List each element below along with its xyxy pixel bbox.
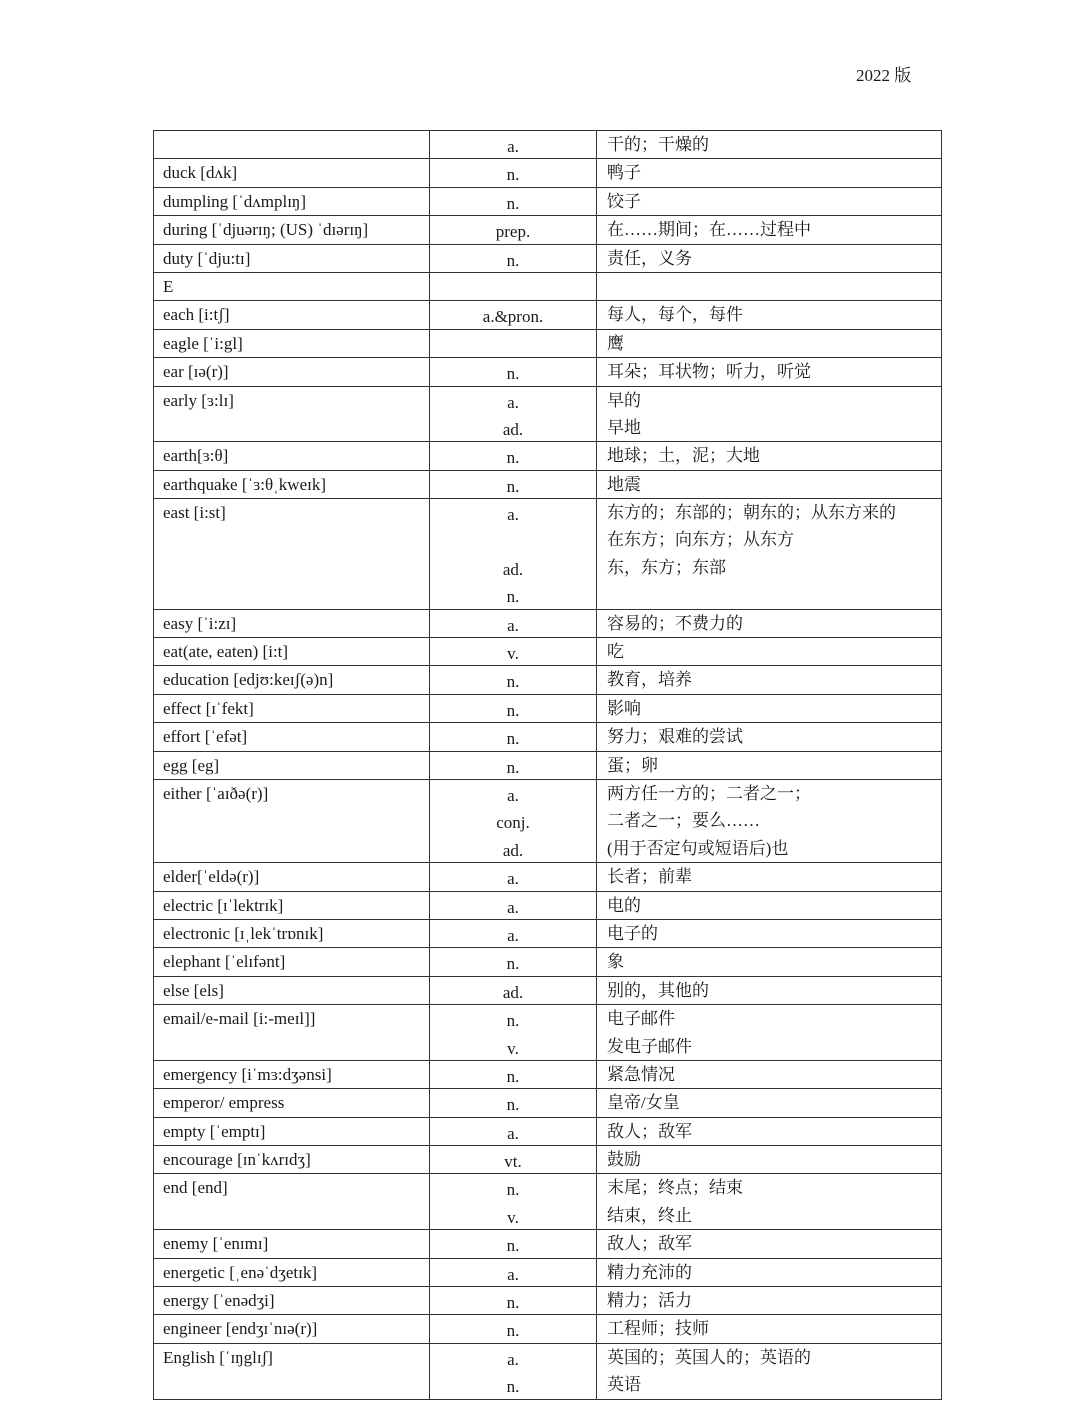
table-row	[154, 442, 942, 470]
table-row	[154, 919, 942, 947]
word-cell	[154, 863, 430, 891]
meaning-text: 精力充沛的	[607, 1262, 692, 1282]
meaning-text: 地震	[607, 474, 641, 494]
word-cell	[154, 216, 430, 244]
word-cell	[154, 187, 430, 215]
word-text: duck [dʌk]	[163, 163, 238, 183]
table-row	[154, 499, 942, 610]
part-of-speech-cell	[430, 1258, 597, 1286]
word-text: encourage [ɪnˈkʌrɪdʒ]	[163, 1150, 311, 1170]
part-of-speech-text: prep.	[495, 222, 531, 242]
table-row	[154, 694, 942, 722]
meaning-text: 末尾；终点；结束	[607, 1178, 743, 1198]
meaning-text: 精力；活力	[607, 1291, 692, 1311]
word-text: effort [ˈefət]	[163, 727, 248, 747]
table-row	[154, 159, 942, 187]
table-row	[154, 1258, 942, 1286]
table-row	[154, 1287, 942, 1315]
word-text: either [ˈaɪðə(r)]	[163, 783, 269, 803]
word-cell	[154, 1146, 430, 1174]
table-row	[154, 187, 942, 215]
meaning-text: 长者；前辈	[607, 867, 692, 887]
part-of-speech-cell	[430, 779, 597, 862]
meaning-cell	[597, 1089, 942, 1117]
word-text: eat(ate, eaten) [i:t]	[163, 642, 289, 662]
part-of-speech-text: a.	[507, 785, 519, 805]
word-cell	[154, 159, 430, 187]
word-text: east [i:st]	[163, 503, 226, 523]
part-of-speech-text	[430, 526, 596, 553]
part-of-speech-text: a.	[507, 1349, 519, 1369]
meaning-text: 东，东方；东部	[607, 557, 726, 577]
part-of-speech-text: a.	[507, 897, 519, 917]
word-text: E	[163, 276, 174, 296]
meaning-cell	[597, 216, 942, 244]
meaning-text: 努力；艰难的尝试	[607, 727, 743, 747]
word-text	[163, 131, 429, 158]
part-of-speech-text: ad.	[502, 419, 524, 439]
vocabulary-table-body	[154, 131, 942, 1400]
table-row	[154, 1089, 942, 1117]
table-row	[154, 723, 942, 751]
meaning-text: 电子邮件	[607, 1009, 675, 1029]
table-row	[154, 131, 942, 159]
word-cell	[154, 470, 430, 498]
meaning-text: 地球；土，泥；大地	[607, 446, 760, 466]
table-row	[154, 386, 942, 442]
table-row	[154, 666, 942, 694]
table-row	[154, 609, 942, 637]
table-row	[154, 358, 942, 386]
part-of-speech-text: a.	[507, 925, 519, 945]
meaning-cell	[597, 666, 942, 694]
part-of-speech-text: n.	[506, 1180, 520, 1200]
meaning-cell	[597, 863, 942, 891]
part-of-speech-cell	[430, 666, 597, 694]
meaning-text: 敌人；敌军	[607, 1121, 692, 1141]
word-cell	[154, 1174, 430, 1230]
word-text: earth[ɜ:θ]	[163, 446, 229, 466]
part-of-speech-text: n.	[506, 250, 520, 270]
word-text: duty [ˈdju:tɪ]	[163, 248, 251, 268]
meaning-cell	[597, 244, 942, 272]
meaning-cell	[597, 609, 942, 637]
part-of-speech-text: n.	[506, 165, 520, 185]
table-row	[154, 1174, 942, 1230]
word-cell	[154, 1060, 430, 1088]
part-of-speech-cell	[430, 976, 597, 1004]
word-cell	[154, 666, 430, 694]
word-text: electric [ɪˈlektrɪk]	[163, 895, 284, 915]
meaning-cell	[597, 159, 942, 187]
meaning-cell	[597, 638, 942, 666]
word-text: engineer [endʒɪˈnɪə(r)]	[163, 1319, 318, 1339]
part-of-speech-text: n.	[506, 1011, 520, 1031]
word-cell	[154, 1343, 430, 1399]
part-of-speech-text: n.	[506, 364, 520, 384]
meaning-text: 敌人；敌军	[607, 1234, 692, 1254]
vocabulary-table	[153, 130, 942, 1400]
table-row	[154, 301, 942, 329]
table-row	[154, 329, 942, 357]
part-of-speech-cell	[430, 609, 597, 637]
meaning-cell	[597, 976, 942, 1004]
table-row	[154, 1315, 942, 1343]
table-row	[154, 891, 942, 919]
word-text: emperor/ empress	[163, 1093, 285, 1113]
meaning-cell	[597, 358, 942, 386]
meaning-text: 干的；干燥的	[607, 135, 709, 154]
part-of-speech-cell	[430, 1230, 597, 1258]
meaning-text	[607, 273, 941, 300]
meaning-text: 在东方；向东方；从东方	[607, 530, 794, 550]
table-row	[154, 638, 942, 666]
meaning-cell	[597, 131, 942, 159]
table-row	[154, 863, 942, 891]
part-of-speech-text: n.	[506, 954, 520, 974]
part-of-speech-text: n.	[506, 672, 520, 692]
table-row	[154, 216, 942, 244]
part-of-speech-cell	[430, 919, 597, 947]
part-of-speech-text: v.	[507, 644, 519, 664]
table-row	[154, 1146, 942, 1174]
meaning-cell	[597, 329, 942, 357]
part-of-speech-text	[430, 330, 596, 357]
part-of-speech-text: v.	[507, 1038, 519, 1058]
table-row	[154, 779, 942, 862]
part-of-speech-text	[430, 273, 596, 300]
part-of-speech-cell	[430, 1287, 597, 1315]
word-cell	[154, 301, 430, 329]
word-text: early [ɜ:lɪ]	[163, 390, 234, 410]
word-cell	[154, 442, 430, 470]
meaning-text: 每人，每个，每件	[607, 305, 743, 325]
meaning-text: 电子的	[607, 923, 658, 943]
word-text: elephant [ˈelɪfənt]	[163, 952, 286, 972]
meaning-cell	[597, 1315, 942, 1343]
part-of-speech-text: a.	[507, 1123, 519, 1143]
part-of-speech-cell	[430, 301, 597, 329]
word-text: ear [ɪə(r)]	[163, 362, 229, 382]
part-of-speech-cell	[430, 442, 597, 470]
table-row	[154, 751, 942, 779]
meaning-text: 别的，其他的	[607, 980, 709, 1000]
meaning-text: 饺子	[607, 191, 641, 211]
word-text: egg [eg]	[163, 755, 220, 775]
word-cell	[154, 386, 430, 442]
part-of-speech-cell	[430, 1060, 597, 1088]
meaning-cell	[597, 779, 942, 862]
meaning-text: 电的	[607, 895, 641, 915]
part-of-speech-text: n.	[506, 1377, 520, 1397]
table-row	[154, 1060, 942, 1088]
table-row	[154, 1005, 942, 1061]
part-of-speech-cell	[430, 751, 597, 779]
meaning-text: 英国的；英国人的；英语的	[607, 1347, 811, 1367]
meaning-cell	[597, 470, 942, 498]
meaning-cell	[597, 386, 942, 442]
table-row	[154, 948, 942, 976]
word-text: end [end]	[163, 1178, 228, 1198]
part-of-speech-cell	[430, 272, 597, 300]
meaning-cell	[597, 1287, 942, 1315]
meaning-text: 早地	[607, 417, 641, 437]
table-row	[154, 1230, 942, 1258]
meaning-text: 东方的；东部的；朝东的；从东方来的	[607, 503, 896, 523]
part-of-speech-cell	[430, 131, 597, 159]
word-cell	[154, 1287, 430, 1315]
meaning-text: 工程师；技师	[607, 1319, 709, 1339]
meaning-text: 耳朵；耳状物；听力，听觉	[607, 362, 811, 382]
word-cell	[154, 358, 430, 386]
part-of-speech-cell	[430, 329, 597, 357]
part-of-speech-cell	[430, 244, 597, 272]
meaning-text: 二者之一；要么……	[607, 811, 760, 831]
part-of-speech-text: vt.	[504, 1152, 522, 1172]
part-of-speech-text: v.	[507, 1207, 519, 1227]
meaning-cell	[597, 272, 942, 300]
meaning-text: 紧急情况	[607, 1064, 675, 1084]
meaning-cell	[597, 948, 942, 976]
part-of-speech-cell	[430, 499, 597, 610]
table-row	[154, 1117, 942, 1145]
word-cell	[154, 1258, 430, 1286]
part-of-speech-text: a.	[507, 505, 519, 525]
meaning-text: 教育，培养	[607, 670, 692, 690]
part-of-speech-cell	[430, 470, 597, 498]
word-cell	[154, 723, 430, 751]
meaning-cell	[597, 1005, 942, 1061]
meaning-text: 影响	[607, 698, 641, 718]
table-row	[154, 1343, 942, 1399]
meaning-cell	[597, 1174, 942, 1230]
meaning-cell	[597, 751, 942, 779]
meaning-text: 鼓励	[607, 1150, 641, 1170]
part-of-speech-cell	[430, 694, 597, 722]
meaning-text: 责任，义务	[607, 248, 692, 268]
part-of-speech-text: ad.	[502, 840, 524, 860]
meaning-text: 早的	[607, 390, 641, 410]
part-of-speech-cell	[430, 723, 597, 751]
part-of-speech-text: a.&pron.	[482, 307, 544, 327]
part-of-speech-cell	[430, 948, 597, 976]
word-text: effect [ɪˈfekt]	[163, 698, 254, 718]
part-of-speech-cell	[430, 216, 597, 244]
table-row	[154, 272, 942, 300]
word-text: dumpling [ˈdʌmplɪŋ]	[163, 191, 306, 211]
part-of-speech-text: ad.	[502, 559, 524, 579]
part-of-speech-text: n.	[506, 1066, 520, 1086]
part-of-speech-cell	[430, 1089, 597, 1117]
word-cell	[154, 1117, 430, 1145]
part-of-speech-cell	[430, 638, 597, 666]
part-of-speech-text: a.	[507, 392, 519, 412]
word-text: empty [ˈemptɪ]	[163, 1121, 266, 1141]
part-of-speech-cell	[430, 1343, 597, 1399]
word-text: education [edjʊ:keɪʃ(ə)n]	[163, 670, 334, 690]
word-cell	[154, 499, 430, 610]
part-of-speech-cell	[430, 1174, 597, 1230]
part-of-speech-text: n.	[506, 448, 520, 468]
part-of-speech-text: n.	[506, 193, 520, 213]
word-cell	[154, 638, 430, 666]
word-cell	[154, 1005, 430, 1061]
part-of-speech-text: ad.	[502, 982, 524, 1002]
meaning-cell	[597, 187, 942, 215]
meaning-text: 发电子邮件	[607, 1036, 692, 1056]
word-cell	[154, 976, 430, 1004]
meaning-cell	[597, 891, 942, 919]
meaning-cell	[597, 1343, 942, 1399]
meaning-cell	[597, 1258, 942, 1286]
part-of-speech-cell	[430, 187, 597, 215]
part-of-speech-cell	[430, 891, 597, 919]
part-of-speech-text: n.	[506, 1321, 520, 1341]
part-of-speech-text: n.	[506, 476, 520, 496]
word-text: email/e-mail [i:-meɪl]]	[163, 1009, 316, 1029]
meaning-text: 蛋；卵	[607, 755, 658, 775]
word-cell	[154, 919, 430, 947]
word-text: eagle [ˈi:gl]	[163, 333, 243, 353]
part-of-speech-cell	[430, 1315, 597, 1343]
meaning-cell	[597, 1117, 942, 1145]
word-cell	[154, 1230, 430, 1258]
part-of-speech-cell	[430, 386, 597, 442]
part-of-speech-text: n.	[506, 729, 520, 749]
part-of-speech-text: n.	[506, 1293, 520, 1313]
word-text: energy [ˈenədʒi]	[163, 1291, 275, 1311]
meaning-text: 皇帝/女皇	[607, 1093, 680, 1113]
meaning-cell	[597, 723, 942, 751]
word-text: enemy [ˈenɪmɪ]	[163, 1234, 269, 1254]
word-cell	[154, 131, 430, 159]
part-of-speech-cell	[430, 159, 597, 187]
meaning-cell	[597, 919, 942, 947]
word-cell	[154, 1315, 430, 1343]
meaning-cell	[597, 1230, 942, 1258]
meaning-cell	[597, 442, 942, 470]
meaning-cell	[597, 301, 942, 329]
part-of-speech-text: a.	[507, 1264, 519, 1284]
part-of-speech-text: a.	[507, 615, 519, 635]
part-of-speech-cell	[430, 1005, 597, 1061]
word-text: elder[ˈeldə(r)]	[163, 867, 260, 887]
page-version-label: 2022 版	[856, 66, 912, 85]
meaning-text: 容易的；不费力的	[607, 613, 743, 633]
part-of-speech-text: n.	[506, 1095, 520, 1115]
word-cell	[154, 891, 430, 919]
word-cell	[154, 779, 430, 862]
meaning-text	[607, 581, 941, 608]
word-text: English [ˈɪŋglɪʃ]	[163, 1347, 273, 1367]
part-of-speech-text: a.	[507, 137, 519, 156]
part-of-speech-cell	[430, 1146, 597, 1174]
word-cell	[154, 329, 430, 357]
meaning-text: (用于否定句或短语后)也	[607, 838, 789, 858]
word-cell	[154, 244, 430, 272]
part-of-speech-text: n.	[506, 1236, 520, 1256]
meaning-cell	[597, 1060, 942, 1088]
table-row	[154, 244, 942, 272]
part-of-speech-text: n.	[506, 757, 520, 777]
word-text: each [i:tʃ]	[163, 305, 230, 325]
word-text: energetic [ˌenəˈdʒetɪk]	[163, 1262, 318, 1282]
word-cell	[154, 948, 430, 976]
meaning-text: 两方任一方的；二者之一；	[607, 783, 811, 803]
part-of-speech-text: n.	[506, 700, 520, 720]
part-of-speech-text: a.	[507, 869, 519, 889]
word-cell	[154, 694, 430, 722]
meaning-text: 象	[607, 952, 624, 972]
meaning-text: 鸭子	[607, 163, 641, 183]
part-of-speech-cell	[430, 863, 597, 891]
meaning-text: 鹰	[607, 333, 624, 353]
meaning-text: 在……期间；在……过程中	[607, 220, 811, 240]
word-cell	[154, 609, 430, 637]
meaning-cell	[597, 694, 942, 722]
word-text: earthquake [ˈɜ:θˌkweɪk]	[163, 474, 327, 494]
meaning-cell	[597, 499, 942, 610]
meaning-text: 结束，终止	[607, 1205, 692, 1225]
word-text: easy [ˈi:zɪ]	[163, 613, 237, 633]
word-cell	[154, 272, 430, 300]
part-of-speech-text: conj.	[496, 813, 530, 833]
word-text: else [els]	[163, 980, 224, 1000]
part-of-speech-cell	[430, 358, 597, 386]
table-row	[154, 470, 942, 498]
part-of-speech-cell	[430, 1117, 597, 1145]
word-text: during [ˈdjuərɪŋ; (US) ˈdɪərɪŋ]	[163, 220, 369, 240]
meaning-cell	[597, 1146, 942, 1174]
meaning-text: 英语	[607, 1375, 641, 1395]
word-text: electronic [ɪˌlekˈtrɒnɪk]	[163, 923, 324, 943]
meaning-text: 吃	[607, 642, 624, 662]
word-cell	[154, 1089, 430, 1117]
word-text: emergency [iˈmɜ:dʒənsi]	[163, 1064, 332, 1084]
word-cell	[154, 751, 430, 779]
part-of-speech-text: n.	[506, 587, 520, 607]
table-row	[154, 976, 942, 1004]
